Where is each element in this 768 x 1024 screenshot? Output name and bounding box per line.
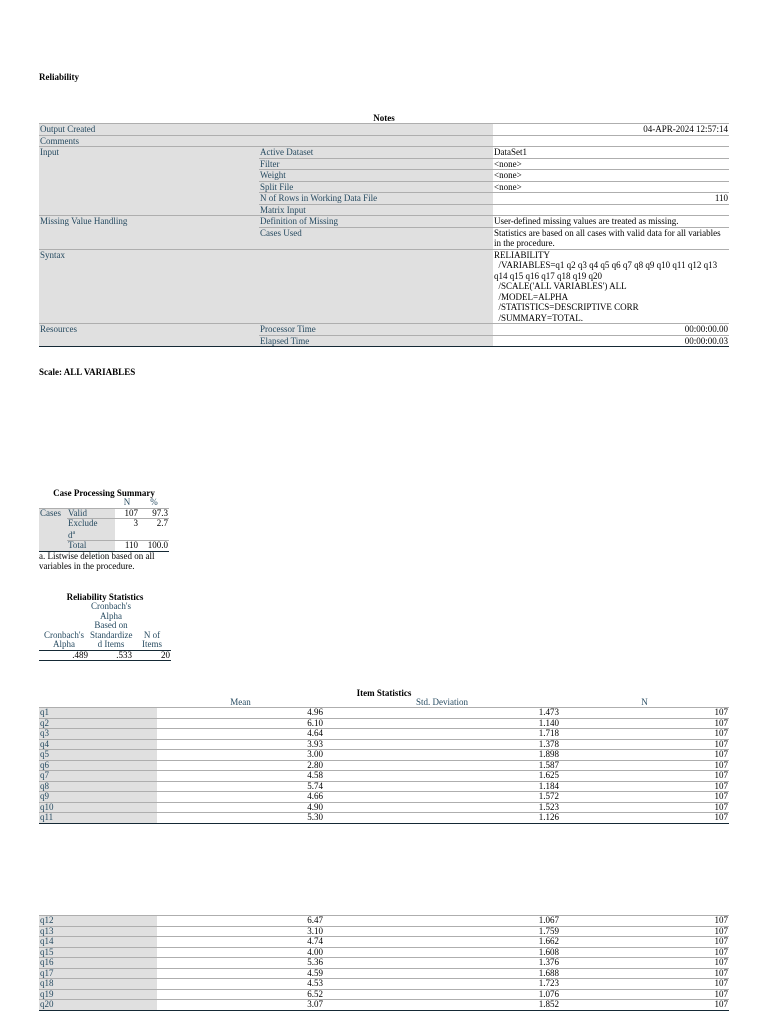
cell-value: 107 [560, 802, 729, 813]
cell-value: 107 [560, 947, 729, 958]
row-label: q10 [39, 802, 157, 813]
cell-value: 107 [560, 708, 729, 719]
cell-value: .489 [39, 650, 89, 661]
sub-label: Elapsed Time [259, 335, 493, 347]
cell-value: 4.74 [157, 937, 324, 948]
row-label: Cases [39, 508, 67, 519]
notes-row-n-rows [39, 193, 729, 205]
cell-value: 00:00:00.00 [493, 324, 729, 336]
table-row [39, 771, 729, 782]
sub-label: Processor Time [259, 324, 493, 336]
cell-value: 107 [560, 958, 729, 969]
cell-value: 107 [560, 750, 729, 761]
case-processing-footnote: a. Listwise deletion based on all variables in the procedure. [39, 551, 155, 572]
cell-value: 107 [560, 781, 729, 792]
table-row [39, 968, 729, 979]
cell-value: 00:00:00.03 [493, 335, 729, 347]
cell-value: 3.07 [157, 1000, 324, 1011]
cell-value: 107 [560, 968, 729, 979]
syntax-line: q14 q15 q16 q17 q18 q19 q20 [494, 270, 602, 281]
header-line: Alpha [100, 610, 122, 621]
row-label: q17 [39, 968, 157, 979]
reliability-stats-table [39, 602, 171, 661]
table-row [39, 739, 729, 750]
cell-value: 3.10 [157, 926, 324, 937]
sub-label: Cases Used [259, 227, 493, 249]
cell-value: 1.126 [324, 813, 560, 824]
syntax-line: /MODEL=ALPHA [494, 291, 569, 302]
header-line: Alpha [53, 639, 75, 649]
cell-value: 4.59 [157, 968, 324, 979]
notes-row-weight [39, 170, 729, 182]
table-row [39, 947, 729, 958]
column-header: Mean [230, 697, 251, 707]
row-label: Total [67, 541, 115, 552]
cell-value: 1.378 [324, 739, 560, 750]
table-row [39, 916, 729, 927]
cell-value: 4.66 [157, 792, 324, 803]
cell-value: 1.587 [324, 760, 560, 771]
notes-row-active-dataset [39, 147, 729, 159]
row-label: q19 [39, 989, 157, 1000]
item-stats-table-page2 [39, 915, 729, 1011]
row-label: q15 [39, 947, 157, 958]
cell-value: 110 [493, 193, 729, 205]
syntax-line: RELIABILITY [494, 249, 550, 260]
table-row [39, 508, 169, 519]
cell-value: 1.572 [324, 792, 560, 803]
cell-value: 110 [115, 541, 139, 552]
row-label: Missing Value Handling [39, 216, 259, 228]
row-label: q13 [39, 926, 157, 937]
cell-value: 2.80 [157, 760, 324, 771]
notes-row-def-missing [39, 216, 729, 228]
sub-label: N of Rows in Working Data File [259, 193, 493, 205]
cell-value: <none> [493, 181, 729, 193]
cell-value: 1.523 [324, 802, 560, 813]
sub-label: Split File [259, 181, 493, 193]
table-row [39, 802, 729, 813]
table-row [39, 760, 729, 771]
table-row [39, 541, 169, 552]
cell-value: 107 [560, 729, 729, 740]
cell-value: 4.53 [157, 979, 324, 990]
cell-value: 1.723 [324, 979, 560, 990]
cell-value: 6.52 [157, 989, 324, 1000]
header-line: Cronbach's [43, 629, 85, 640]
cell-value: 20 [133, 650, 171, 661]
cell-value: 04-APR-2024 12:57:14 [493, 124, 729, 136]
cell-value: 1.184 [324, 781, 560, 792]
table-row [39, 937, 729, 948]
cell-value: 5.36 [157, 958, 324, 969]
cell-value: 1.473 [324, 708, 560, 719]
cell-value: 1.759 [324, 926, 560, 937]
cell-value: 107 [560, 813, 729, 824]
cell-value: <none> [493, 158, 729, 170]
row-label: Resources [39, 324, 259, 336]
header-line: Cronbach's [90, 601, 132, 611]
notes-table [39, 123, 729, 347]
row-label: q16 [39, 958, 157, 969]
table-row [39, 708, 729, 719]
header-row [39, 698, 729, 707]
header-line: d Items [97, 639, 125, 649]
notes-row-output-created [39, 124, 729, 136]
cell-value: <none> [493, 170, 729, 182]
row-label: q1 [39, 708, 157, 719]
row-label: q18 [39, 979, 157, 990]
column-header [133, 602, 171, 650]
row-label: q12 [39, 916, 157, 927]
notes-row-matrix-input [39, 204, 729, 216]
table-row [39, 958, 729, 969]
row-label: Input [39, 147, 259, 159]
row-label: q8 [39, 781, 157, 792]
cell-value: 1.140 [324, 718, 560, 729]
cell-value: 4.58 [157, 771, 324, 782]
cell-value: 1.067 [324, 916, 560, 927]
cell-value: 1.625 [324, 771, 560, 782]
syntax-line: /SCALE('ALL VARIABLES') ALL [494, 281, 627, 291]
table-row [39, 519, 169, 541]
sub-label: Active Dataset [259, 147, 493, 159]
syntax-line: /SUMMARY=TOTAL. [494, 312, 583, 323]
column-header: N [123, 497, 131, 507]
row-label: q4 [39, 739, 157, 750]
cell-value: 1.718 [324, 729, 560, 740]
cell-value: 5.74 [157, 781, 324, 792]
table-row [39, 813, 729, 824]
header-line: N of [143, 629, 161, 640]
cell-value: 107 [560, 926, 729, 937]
row-label: q6 [39, 760, 157, 771]
syntax-block [493, 249, 729, 324]
cell-value: 107 [560, 1000, 729, 1011]
cell-value: 4.64 [157, 729, 324, 740]
cell-value: 107 [115, 508, 139, 519]
sub-label: Matrix Input [259, 204, 493, 216]
cell-value: 107 [560, 760, 729, 771]
column-header: Std. Deviation [416, 697, 468, 707]
cell-value: 100.0 [139, 541, 169, 552]
table-row [39, 926, 729, 937]
header-row [39, 602, 171, 650]
table-row [39, 979, 729, 990]
header-line: Based on [94, 620, 128, 630]
sub-label: Weight [259, 170, 493, 182]
sub-label: Definition of Missing [259, 216, 493, 228]
cell-value: 1.852 [324, 1000, 560, 1011]
item-stats-title: Item Statistics [356, 688, 412, 698]
cell-value: 97.3 [139, 508, 169, 519]
cell-value: 3.00 [157, 750, 324, 761]
row-label: q2 [39, 718, 157, 729]
syntax-line: /STATISTICS=DESCRIPTIVE CORR [494, 302, 639, 312]
row-label: q7 [39, 771, 157, 782]
notes-row-elapsed-time [39, 335, 729, 347]
row-label: q11 [39, 813, 157, 824]
sub-label: Filter [259, 158, 493, 170]
cell-value: 107 [560, 989, 729, 1000]
column-header [39, 602, 89, 650]
case-processing-title: Case Processing Summary [53, 488, 155, 498]
footnote-marker: a [72, 529, 76, 536]
cell-value: 1.076 [324, 989, 560, 1000]
label-part: d [68, 529, 73, 540]
row-label: q9 [39, 792, 157, 803]
row-label: Output Created [39, 124, 259, 136]
scale-heading: Scale: ALL VARIABLES [39, 367, 136, 377]
cell-value: 5.30 [157, 813, 324, 824]
table-row [39, 650, 171, 661]
notes-row-cases-used [39, 227, 729, 249]
cell-value: 107 [560, 771, 729, 782]
row-label: Valid [67, 508, 115, 519]
notes-row-syntax [39, 249, 729, 324]
reliability-heading: Reliability [39, 72, 79, 82]
column-header: % [150, 497, 158, 507]
case-processing-table [39, 498, 169, 552]
cell-value: 3.93 [157, 739, 324, 750]
cell-value: 107 [560, 937, 729, 948]
column-header [89, 602, 133, 650]
cell-value: 6.47 [157, 916, 324, 927]
row-label: Syntax [39, 249, 259, 324]
header-line: Standardize [90, 629, 133, 640]
reliability-stats-title: Reliability Statistics [66, 592, 144, 602]
cell-value: User-defined missing values are treated as missing. [493, 216, 729, 228]
table-row [39, 729, 729, 740]
item-stats-header [39, 698, 729, 707]
cell-value: 1.608 [324, 947, 560, 958]
cell-value: 2.7 [139, 519, 169, 541]
row-label: q3 [39, 729, 157, 740]
cell-value: DataSet1 [493, 147, 729, 159]
cell-value: 4.96 [157, 708, 324, 719]
notes-row-filter [39, 158, 729, 170]
row-label: Comments [39, 135, 259, 147]
cell-value: 1.376 [324, 958, 560, 969]
cell-value: 107 [560, 792, 729, 803]
cell-value: 1.662 [324, 937, 560, 948]
notes-row-comments [39, 135, 729, 147]
cell-value: 4.00 [157, 947, 324, 958]
header-row [39, 498, 169, 508]
table-row [39, 792, 729, 803]
cell-value: Statistics are based on all cases with valid data for all variables in the procedure. [493, 227, 729, 249]
cell-value: .533 [89, 650, 133, 661]
table-row [39, 989, 729, 1000]
notes-row-split-file [39, 181, 729, 193]
cell-value: 107 [560, 739, 729, 750]
cell-value: 4.90 [157, 802, 324, 813]
label-line: Exclude [68, 518, 98, 528]
label-line [68, 529, 114, 541]
cell-value: 107 [560, 916, 729, 927]
row-label: q20 [39, 1000, 157, 1011]
row-label: q5 [39, 750, 157, 761]
notes-title: Notes [373, 113, 395, 123]
cell-value: 3 [115, 519, 139, 541]
cell-value: 6.10 [157, 718, 324, 729]
syntax-line: /VARIABLES=q1 q2 q3 q4 q5 q6 q7 q8 q9 q10 q11 q12 q13 [494, 260, 718, 270]
table-row [39, 781, 729, 792]
item-stats-table-page1 [39, 707, 729, 824]
notes-row-processor-time [39, 324, 729, 336]
header-line: Items [142, 639, 162, 649]
table-row [39, 718, 729, 729]
column-header: N [641, 697, 648, 707]
cell-value: 107 [560, 979, 729, 990]
row-label: q14 [39, 937, 157, 948]
row-label [67, 519, 115, 541]
cell-value: 1.898 [324, 750, 560, 761]
table-row [39, 750, 729, 761]
cell-value: 107 [560, 718, 729, 729]
table-row [39, 1000, 729, 1011]
cell-value: 1.688 [324, 968, 560, 979]
